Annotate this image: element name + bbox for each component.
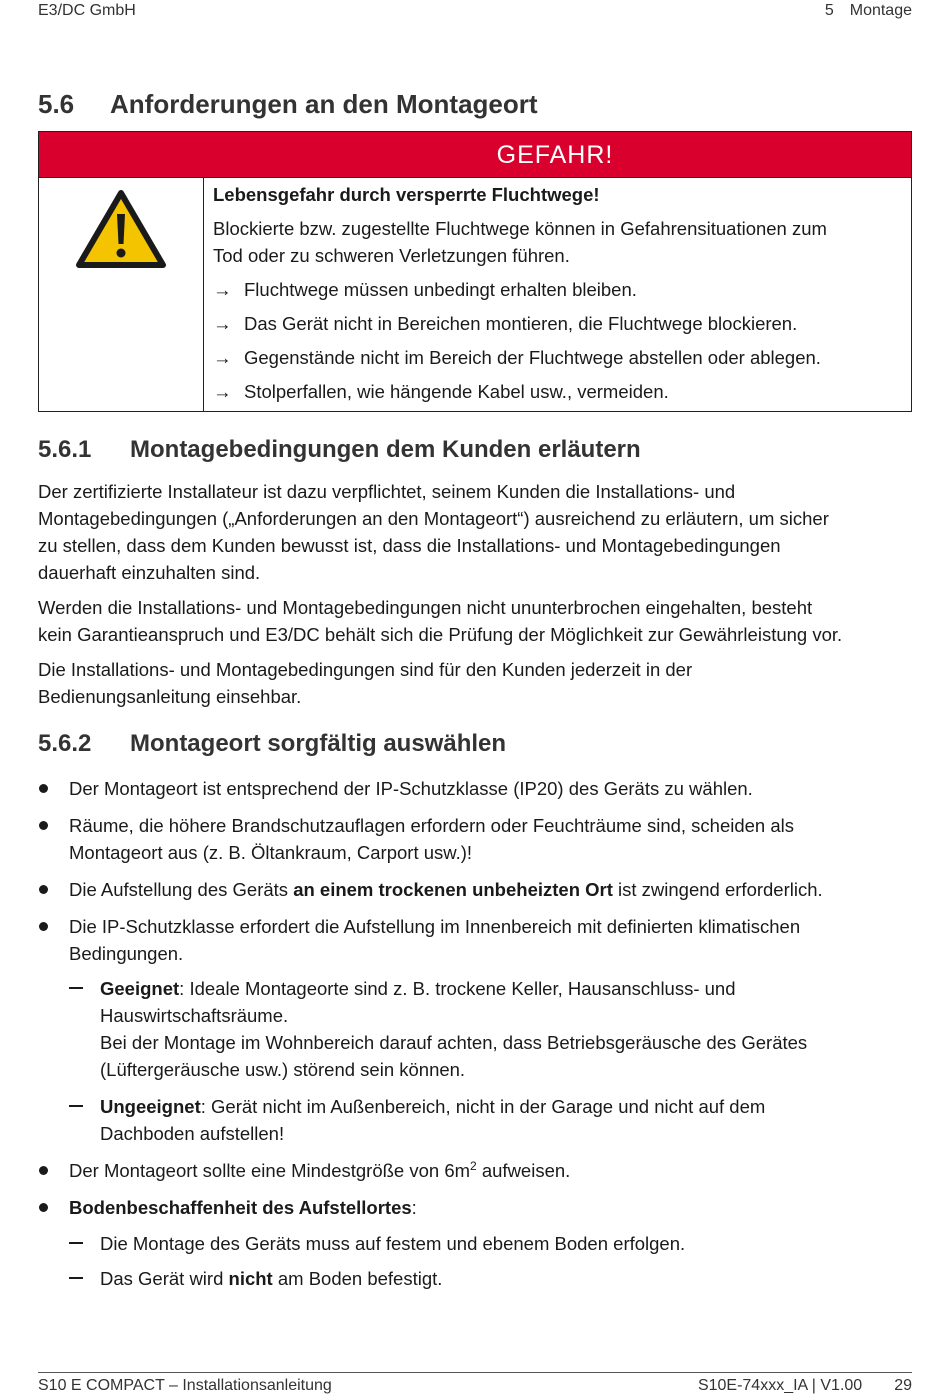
section-title: Anforderungen an den Montageort: [110, 89, 538, 119]
danger-desc-line: Blockierte bzw. zugestellte Fluchtwege können in Gefahrensituationen zum: [213, 218, 827, 239]
paragraph: [38, 656, 918, 710]
paragraph: [38, 478, 918, 586]
section-number: 5.6.2: [38, 730, 92, 757]
text-span: aufweisen.: [476, 1160, 571, 1181]
list-item-text: Die IP-Schutzklasse erfordert die Aufstellung im Innenbereich mit definierten klimatischen: [69, 916, 801, 937]
sub-item-text: [100, 1265, 918, 1292]
danger-action-text: Gegenstände nicht im Bereich der Fluchtwege abstellen oder ablegen.: [244, 347, 821, 368]
section-title: Montageort sorgfältig auswählen: [130, 730, 507, 757]
danger-action: [213, 310, 899, 337]
sub-item-text: Bei der Montage im Wohnbereich darauf achten, dass Betriebsgeräusche des Gerätes: [100, 1032, 808, 1053]
sub-list-item: [69, 1230, 918, 1257]
page-footer: [38, 1372, 912, 1394]
bullet-icon: [39, 1203, 48, 1212]
dash-icon: [69, 987, 83, 989]
text-span: :: [411, 1197, 417, 1218]
text-span: ist zwingend erforderlich.: [612, 879, 823, 900]
paragraph: [38, 594, 918, 648]
danger-label: GEFAHR!: [39, 132, 911, 178]
section-heading-5-6-2: [38, 730, 506, 758]
sub-list-item: [69, 1265, 918, 1292]
list-item-text: [69, 1194, 918, 1221]
paragraph-line: Werden die Installations- und Montagebedingungen nicht ununterbrochen eingehalten, besteht: [38, 597, 813, 618]
paragraph-line: kein Garantieanspruch und E3/DC behält sich die Prüfung der Möglichkeit zur Gewährleistung vor.: [38, 624, 843, 645]
list-item: [38, 1194, 918, 1221]
arrow-icon: →: [213, 347, 232, 368]
list-item-text: Bedingungen.: [69, 943, 184, 964]
danger-action-text: Das Gerät nicht in Bereichen montieren, die Fluchtwege blockieren.: [244, 313, 798, 334]
header-chapter-title: Montage: [849, 2, 912, 19]
paragraph-line: dauerhaft einzuhalten sind.: [38, 562, 261, 583]
paragraph-line: Montagebedingungen („Anforderungen an den Montageort“) ausreichend zu erläutern, um sicher: [38, 508, 829, 529]
emphasis: Ungeeignet: [100, 1096, 201, 1117]
list-item: [38, 812, 918, 866]
bullet-icon: [39, 922, 48, 931]
warning-triangle-icon: [75, 188, 167, 270]
danger-description: [213, 215, 899, 269]
list-item-text: [69, 1157, 918, 1184]
emphasis: an einem trockenen unbeheizten Ort: [293, 879, 613, 900]
sub-item-text: Die Montage des Geräts muss auf festem und ebenem Boden erfolgen.: [100, 1233, 686, 1254]
list-item: [38, 913, 918, 967]
emphasis: Bodenbeschaffenheit des Aufstellortes: [69, 1197, 412, 1218]
list-item-text: [69, 876, 918, 903]
danger-action-text: Fluchtwege müssen unbedingt erhalten bleiben.: [244, 279, 637, 300]
bullet-icon: [39, 885, 48, 894]
emphasis: Geeignet: [100, 978, 180, 999]
list-item-text: Montageort aus (z. B. Öltankraum, Carport usw.)!: [69, 842, 473, 863]
text-span: : Gerät nicht im Außenbereich, nicht in der Garage und nicht auf dem: [200, 1096, 766, 1117]
danger-icon-cell: [39, 178, 204, 411]
danger-desc-line: Tod oder zu schweren Verletzungen führen.: [213, 245, 570, 266]
danger-box: [38, 131, 912, 412]
danger-action-text: Stolperfallen, wie hängende Kabel usw., vermeiden.: [244, 381, 669, 402]
sub-item-text: [100, 975, 918, 1002]
list-item: [38, 775, 918, 802]
bullet-icon: [39, 1166, 48, 1175]
dash-icon: [69, 1277, 83, 1279]
danger-content: [213, 178, 899, 405]
danger-action: [213, 378, 899, 405]
text-span: Die Aufstellung des Geräts: [69, 879, 294, 900]
sub-list-item: [69, 975, 918, 1083]
superscript: 2: [470, 1158, 477, 1173]
paragraph-line: Der zertifizierte Installateur ist dazu verpflichtet, seinem Kunden die Installations- und: [38, 481, 736, 502]
footer-document-title: S10 E COMPACT – Installationsanleitung: [38, 1377, 332, 1394]
header-chapter: [825, 2, 912, 20]
list-item-text: Räume, die höhere Brandschutzauflagen erfordern oder Feuchträume sind, scheiden als: [69, 815, 795, 836]
list-item: [38, 876, 918, 903]
sub-list-item: [69, 1093, 918, 1147]
list-item: [38, 1157, 918, 1184]
paragraph-line: Bedienungsanleitung einsehbar.: [38, 686, 302, 707]
bullet-icon: [39, 821, 48, 830]
header-chapter-num: 5: [824, 2, 834, 19]
section-heading-5-6: [38, 89, 538, 120]
arrow-icon: →: [213, 381, 232, 402]
arrow-icon: →: [213, 313, 232, 334]
section-number: 5.6: [38, 89, 75, 119]
list-item-text: Der Montageort ist entsprechend der IP-Schutzklasse (IP20) des Geräts zu wählen.: [69, 778, 753, 799]
sub-item-text: (Lüftergeräusche usw.) störend sein können.: [100, 1059, 466, 1080]
danger-title: Lebensgefahr durch versperrte Fluchtwege!: [213, 184, 600, 205]
danger-action: [213, 344, 899, 371]
page-number: 29: [894, 1377, 912, 1394]
section-title: Montagebedingungen dem Kunden erläutern: [130, 436, 641, 463]
sub-item-text: Dachboden aufstellen!: [100, 1123, 285, 1144]
dash-icon: [69, 1105, 83, 1107]
section-heading-5-6-1: [38, 436, 641, 464]
text-span: am Boden befestigt.: [272, 1268, 443, 1289]
page-header: [38, 2, 912, 24]
footer-reference: [698, 1377, 912, 1395]
arrow-icon: →: [213, 279, 232, 300]
section-number: 5.6.1: [38, 436, 92, 463]
emphasis: nicht: [228, 1268, 273, 1289]
header-company: E3/DC GmbH: [38, 2, 136, 19]
text-span: Der Montageort sollte eine Mindestgröße von 6m: [69, 1160, 471, 1181]
sub-item-text: [100, 1093, 918, 1120]
dash-icon: [69, 1242, 83, 1244]
text-span: : Ideale Montageorte sind z. B. trockene Keller, Hausanschluss- und: [179, 978, 736, 999]
footer-doc-ref: S10E-74xxx_IA | V1.00: [697, 1377, 863, 1394]
paragraph-line: zu stellen, dass dem Kunden bewusst ist, dass die Installations- und Montagebedingungen: [38, 535, 781, 556]
danger-action: [213, 276, 899, 303]
paragraph-line: Die Installations- und Montagebedingungen sind für den Kunden jederzeit in der: [38, 659, 693, 680]
sub-item-text: Hauswirtschaftsräume.: [100, 1005, 289, 1026]
bullet-icon: [39, 784, 48, 793]
text-span: Das Gerät wird: [100, 1268, 229, 1289]
